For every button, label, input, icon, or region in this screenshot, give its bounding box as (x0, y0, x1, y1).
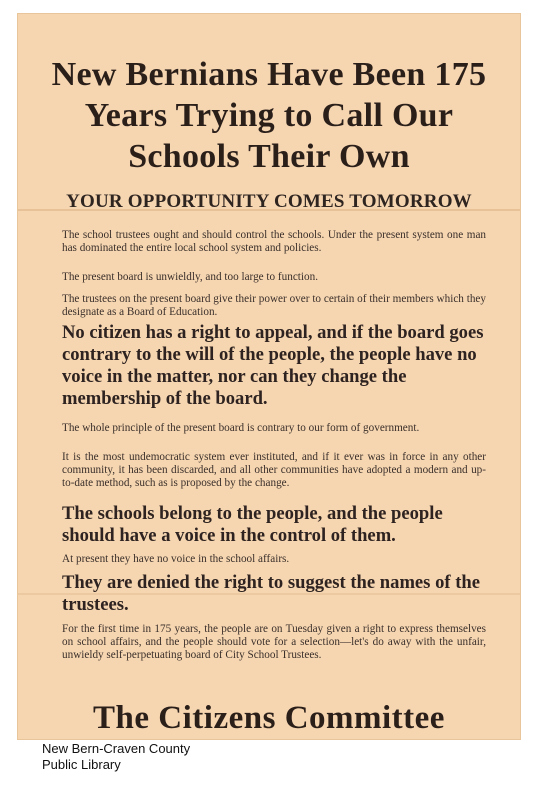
credit-line-1: New Bern-Craven County (42, 741, 191, 756)
paragraph-1: The school trustees ought and should control the schools. Under the present system one man has dominated the entire local school system and policies. (62, 229, 486, 254)
emphasis-statement-3: They are denied the right to suggest the names of the trustees. (62, 572, 480, 615)
signature-committee: The Citizens Committee (93, 700, 445, 736)
document-title: New Bernians Have Been 175 Years Trying to Call Our Schools Their Own (51, 56, 487, 175)
paragraph-3: The trustees on the present board give their power over to certain of their members which they designate as a Board of Education. (62, 293, 486, 318)
broadside-paper (17, 13, 521, 740)
emphasis-statement-1: No citizen has a right to appeal, and if the board goes contrary to the will of the people, the people have no voice in the matter, nor can they change the membership of the board. (62, 322, 484, 409)
paragraph-7: For the first time in 175 years, the people are on Tuesday given a right to express themselves on school affairs, and the people should vote for a selection—let's do away with the unfair, unwieldy self-perpetuating board of City School Trustees. (62, 623, 486, 661)
emphasis-statement-2: The schools belong to the people, and the people should have a voice in the control of them. (62, 503, 443, 546)
paragraph-4: The whole principle of the present board is contrary to our form of government. (62, 422, 420, 434)
paragraph-2: The present board is unwieldly, and too large to function. (62, 271, 319, 283)
paragraph-6: At present they have no voice in the school affairs. (62, 553, 290, 565)
document-subtitle: YOUR OPPORTUNITY COMES TOMORROW (66, 191, 472, 212)
credit-line-2: Public Library (42, 757, 121, 772)
paragraph-5: It is the most undemocratic system ever instituted, and if it ever was in force in any other community, it has been discarded, and all other communities have adopted a modern and up-to-date method, such as is proposed by the change. (62, 451, 486, 489)
library-credit (42, 741, 190, 773)
